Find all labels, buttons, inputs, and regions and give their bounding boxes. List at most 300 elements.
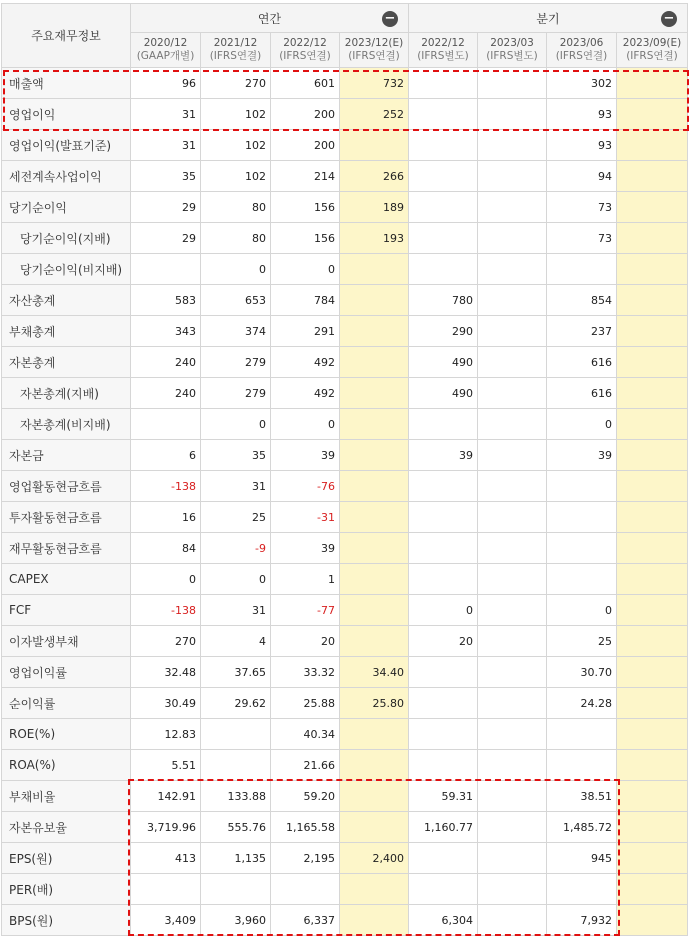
value-cell: -138 [131,595,201,626]
value-cell [478,192,547,223]
row-label: FCF [2,595,131,626]
value-cell: 270 [131,626,201,657]
value-cell: 16 [131,502,201,533]
value-cell: 93 [547,130,617,161]
value-cell: 490 [409,378,478,409]
value-cell: 102 [201,130,271,161]
value-cell [478,130,547,161]
value-cell [617,595,688,626]
value-cell: 784 [271,285,340,316]
row-label: 자산총계 [2,285,131,316]
value-cell: 2,195 [271,843,340,874]
value-cell: 1,135 [201,843,271,874]
table-row [2,626,688,657]
table-row [2,471,688,502]
value-cell [478,657,547,688]
value-cell: 854 [547,285,617,316]
value-cell: 30.70 [547,657,617,688]
row-label: 투자활동현금흐름 [2,502,131,533]
row-label: ROE(%) [2,719,131,750]
value-cell [131,874,201,905]
period-basis: (IFRS별도) [486,50,538,62]
value-cell: 193 [340,223,409,254]
value-cell: 20 [271,626,340,657]
value-cell: 35 [131,161,201,192]
row-label: 부채비율 [2,781,131,812]
value-cell: 25 [547,626,617,657]
value-cell: 102 [201,161,271,192]
value-cell [478,812,547,843]
value-cell [478,378,547,409]
value-cell: 30.49 [131,688,201,719]
value-cell: 29.62 [201,688,271,719]
value-cell: 374 [201,316,271,347]
table-row [2,68,688,99]
row-label: 자본유보율 [2,812,131,843]
value-cell: 31 [131,99,201,130]
value-cell [617,347,688,378]
value-cell [340,905,409,936]
table-row [2,316,688,347]
value-cell [478,254,547,285]
table-row [2,223,688,254]
period-basis: (IFRS연결) [555,50,608,62]
row-label: 자본총계 [2,347,131,378]
value-cell: 492 [271,378,340,409]
value-cell [478,843,547,874]
table-row [2,409,688,440]
value-cell: 31 [201,471,271,502]
value-cell [547,533,617,564]
row-label: 당기순이익 [2,192,131,223]
value-cell: 35 [201,440,271,471]
value-cell [340,533,409,564]
value-cell [478,626,547,657]
value-cell [201,750,271,781]
period-header-cell [547,33,617,68]
value-cell [478,750,547,781]
value-cell [478,905,547,936]
value-cell [340,781,409,812]
value-cell: 413 [131,843,201,874]
value-cell: 24.28 [547,688,617,719]
value-cell: -77 [271,595,340,626]
value-cell [617,99,688,130]
value-cell [409,409,478,440]
value-cell [547,564,617,595]
value-cell [478,533,547,564]
value-cell [409,564,478,595]
period-header-cell [271,33,340,68]
table-row [2,254,688,285]
value-cell [478,285,547,316]
value-cell [478,688,547,719]
value-cell: 200 [271,99,340,130]
value-cell: 7,932 [547,905,617,936]
value-cell: 555.76 [201,812,271,843]
period-label: 2023/06 [559,37,604,49]
value-cell [617,471,688,502]
value-cell [131,409,201,440]
period-label: 2022/12 [421,37,465,49]
value-cell [617,688,688,719]
row-label: 자본금 [2,440,131,471]
value-cell [340,347,409,378]
value-cell [409,688,478,719]
value-cell [131,254,201,285]
value-cell [547,502,617,533]
value-cell: 279 [201,378,271,409]
value-cell: 21.66 [271,750,340,781]
value-cell: 31 [201,595,271,626]
value-cell: 492 [271,347,340,378]
value-cell: 12.83 [131,719,201,750]
value-cell [617,409,688,440]
value-cell: 189 [340,192,409,223]
value-cell [617,564,688,595]
value-cell [478,161,547,192]
value-cell: 93 [547,99,617,130]
value-cell [617,874,688,905]
value-cell: 20 [409,626,478,657]
value-cell [409,874,478,905]
value-cell: 214 [271,161,340,192]
value-cell: 0 [201,564,271,595]
value-cell [617,316,688,347]
quarter-group-header [409,4,688,33]
value-cell [340,409,409,440]
value-cell: 142.91 [131,781,201,812]
value-cell [409,502,478,533]
value-cell [340,595,409,626]
value-cell [340,502,409,533]
row-label: 영업이익 [2,99,131,130]
value-cell: 4 [201,626,271,657]
value-cell [478,223,547,254]
value-cell [547,719,617,750]
value-cell [547,471,617,502]
value-cell [478,440,547,471]
row-label: BPS(원) [2,905,131,936]
row-label: 세전계속사업이익 [2,161,131,192]
table-row [2,285,688,316]
value-cell [340,285,409,316]
value-cell [478,409,547,440]
value-cell: -138 [131,471,201,502]
value-cell [340,471,409,502]
value-cell: 0 [271,254,340,285]
value-cell: 1,165.58 [271,812,340,843]
period-header-cell [131,33,201,68]
value-cell: 653 [201,285,271,316]
table-row [2,905,688,936]
period-header-cell [617,33,688,68]
table-row [2,688,688,719]
value-cell: 780 [409,285,478,316]
row-label: 매출액 [2,68,131,99]
value-cell [409,533,478,564]
value-cell [478,719,547,750]
value-cell: 3,719.96 [131,812,201,843]
period-basis: (IFRS연결) [348,50,400,62]
value-cell [617,223,688,254]
value-cell: 2,400 [340,843,409,874]
value-cell [340,316,409,347]
row-label: 자본총계(비지배) [2,409,131,440]
value-cell: -31 [271,502,340,533]
quarter-collapse-icon[interactable]: − [661,11,677,27]
table-row [2,161,688,192]
row-label: PER(배) [2,874,131,905]
row-label: 영업이익(발표기준) [2,130,131,161]
value-cell: 302 [547,68,617,99]
period-basis: (GAAP개별) [136,50,195,62]
value-cell: 1,485.72 [547,812,617,843]
value-cell: 25 [201,502,271,533]
row-label: ROA(%) [2,750,131,781]
quarter-label: 분기 [536,11,560,26]
value-cell: 732 [340,68,409,99]
table-body [2,68,688,936]
value-cell [409,192,478,223]
value-cell [617,843,688,874]
value-cell: 59.20 [271,781,340,812]
value-cell: 156 [271,192,340,223]
value-cell: 3,409 [131,905,201,936]
period-header-cell [201,33,271,68]
value-cell [547,750,617,781]
value-cell [409,254,478,285]
value-cell [617,812,688,843]
annual-label: 연간 [257,11,282,26]
value-cell [201,874,271,905]
value-cell: 343 [131,316,201,347]
value-cell: 1,160.77 [409,812,478,843]
period-label: 2023/12(E) [344,37,404,49]
value-cell [409,161,478,192]
value-cell [478,347,547,378]
value-cell [409,719,478,750]
value-cell [201,719,271,750]
value-cell [617,440,688,471]
period-header-cell [409,33,478,68]
value-cell: 291 [271,316,340,347]
value-cell: 25.80 [340,688,409,719]
value-cell [409,223,478,254]
value-cell: 80 [201,223,271,254]
value-cell [617,161,688,192]
value-cell [409,843,478,874]
value-cell [547,254,617,285]
value-cell [409,130,478,161]
value-cell: 6,304 [409,905,478,936]
value-cell [340,254,409,285]
period-label: 2023/09(E) [622,37,682,49]
value-cell: 33.32 [271,657,340,688]
header-group-row [2,4,688,33]
value-cell [617,192,688,223]
value-cell [340,378,409,409]
value-cell [478,68,547,99]
value-cell [340,812,409,843]
table-row [2,130,688,161]
value-cell: -9 [201,533,271,564]
value-cell: 0 [201,409,271,440]
period-basis: (IFRS연결) [279,50,331,62]
row-label: 재무활동현금흐름 [2,533,131,564]
corner-label: 주요재무정보 [2,4,131,68]
table-row [2,440,688,471]
value-cell [478,564,547,595]
row-label: 영업이익률 [2,657,131,688]
table-row [2,781,688,812]
value-cell [340,626,409,657]
value-cell: 601 [271,68,340,99]
value-cell: 39 [409,440,478,471]
value-cell: 583 [131,285,201,316]
value-cell [617,719,688,750]
value-cell: 945 [547,843,617,874]
value-cell [617,533,688,564]
value-cell [617,657,688,688]
value-cell [478,502,547,533]
value-cell: 39 [271,440,340,471]
table-row [2,99,688,130]
value-cell: 6,337 [271,905,340,936]
value-cell [617,285,688,316]
value-cell: 84 [131,533,201,564]
value-cell: 240 [131,347,201,378]
value-cell: 96 [131,68,201,99]
value-cell [547,874,617,905]
row-label: CAPEX [2,564,131,595]
value-cell: 40.34 [271,719,340,750]
period-label: 2022/12 [283,37,327,49]
value-cell: 3,960 [201,905,271,936]
value-cell: 266 [340,161,409,192]
value-cell [409,68,478,99]
value-cell: 5.51 [131,750,201,781]
value-cell [478,471,547,502]
value-cell: 31 [131,130,201,161]
row-label: 순이익률 [2,688,131,719]
value-cell: 279 [201,347,271,378]
period-basis: (IFRS연결) [626,50,678,62]
value-cell [409,657,478,688]
period-header-cell [340,33,409,68]
table-row [2,378,688,409]
value-cell: 156 [271,223,340,254]
annual-collapse-icon[interactable]: − [382,11,398,27]
value-cell [617,378,688,409]
value-cell [409,750,478,781]
value-cell [478,781,547,812]
value-cell [340,719,409,750]
row-label: EPS(원) [2,843,131,874]
row-label: 이자발생부채 [2,626,131,657]
row-label: 부채총계 [2,316,131,347]
value-cell: 0 [271,409,340,440]
value-cell [617,626,688,657]
value-cell: 133.88 [201,781,271,812]
table-row [2,843,688,874]
value-cell [409,471,478,502]
value-cell: 490 [409,347,478,378]
value-cell [340,440,409,471]
value-cell [340,750,409,781]
value-cell: 73 [547,223,617,254]
row-label: 당기순이익(비지배) [2,254,131,285]
value-cell [478,316,547,347]
value-cell: 73 [547,192,617,223]
value-cell: 200 [271,130,340,161]
value-cell [478,99,547,130]
value-cell [340,564,409,595]
value-cell: 616 [547,378,617,409]
value-cell: 34.40 [340,657,409,688]
value-cell [340,874,409,905]
period-basis: (IFRS연결) [209,50,262,62]
table-row [2,657,688,688]
table-row [2,595,688,626]
value-cell: 29 [131,223,201,254]
value-cell [478,874,547,905]
value-cell [617,905,688,936]
value-cell [478,595,547,626]
period-header-cell [478,33,547,68]
value-cell: 39 [547,440,617,471]
value-cell: 616 [547,347,617,378]
table-row [2,564,688,595]
value-cell: 59.31 [409,781,478,812]
period-label: 2023/03 [490,37,534,49]
value-cell [617,68,688,99]
value-cell: 240 [131,378,201,409]
value-cell: 37.65 [201,657,271,688]
value-cell: -76 [271,471,340,502]
value-cell [617,254,688,285]
row-label: 당기순이익(지배) [2,223,131,254]
value-cell: 252 [340,99,409,130]
table-row [2,502,688,533]
value-cell [271,874,340,905]
table-row [2,347,688,378]
row-label: 자본총계(지배) [2,378,131,409]
table-row [2,874,688,905]
period-basis: (IFRS별도) [417,50,469,62]
value-cell: 270 [201,68,271,99]
value-cell: 29 [131,192,201,223]
value-cell: 32.48 [131,657,201,688]
value-cell: 0 [409,595,478,626]
value-cell: 0 [201,254,271,285]
table-row [2,750,688,781]
row-label: 영업활동현금흐름 [2,471,131,502]
value-cell [409,99,478,130]
value-cell: 6 [131,440,201,471]
value-cell: 0 [547,595,617,626]
table-row [2,812,688,843]
table-row [2,719,688,750]
value-cell [617,130,688,161]
annual-group-header [131,4,409,33]
value-cell: 0 [131,564,201,595]
value-cell: 290 [409,316,478,347]
period-label: 2021/12 [213,37,258,49]
value-cell: 94 [547,161,617,192]
value-cell: 0 [547,409,617,440]
value-cell [340,130,409,161]
